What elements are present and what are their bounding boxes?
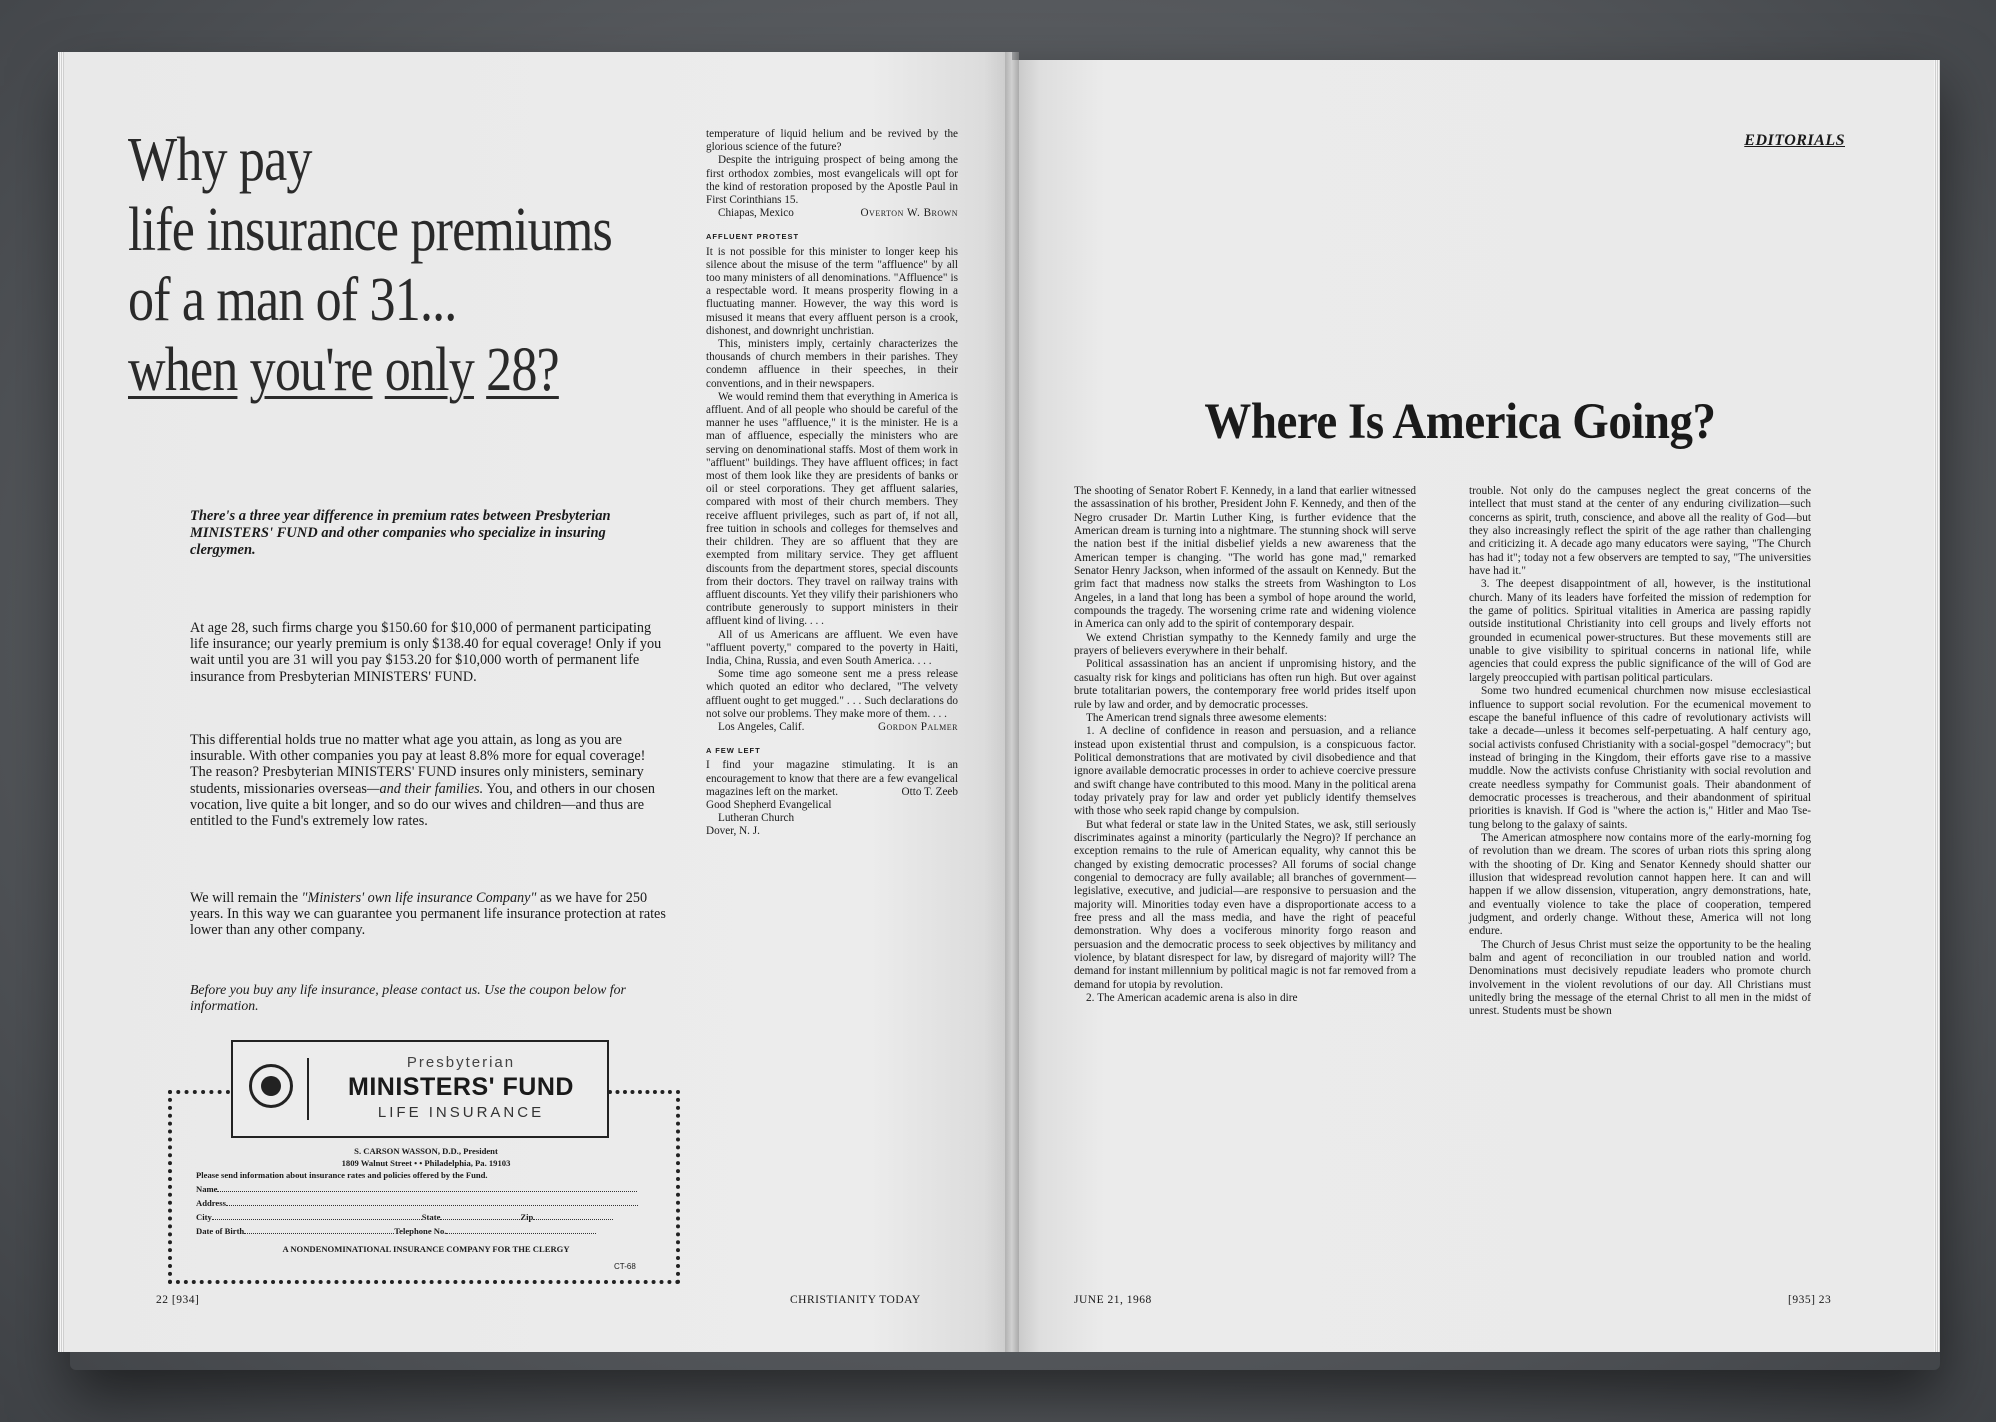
- letters-column: [706, 128, 958, 839]
- editorial-column-2: [1469, 485, 1811, 1019]
- editorial-paragraph: 2. The American academic arena is also in dire: [1086, 992, 1298, 1005]
- editorial-paragraph: Some two hundred ecumenical churchmen now misuse ecclesiastical influence to support social revolution. For the ecumenical movement to escape the baneful influence of this cadre of revolutionary activists will take a decade—unless it becomes self-perpetuating. A half century ago, social activists confused Christianity with a social-gospel "democracy"; but instead of bringing in the Kingdom, their efforts gave rise to a massive muddle. Now the activists confuse Christianity with social revolution and create needless sympathy for Communist goals. Their abandonment of democratic processes is treacherous, and their abandonment of spiritual priorities is knavish. If God is "where the action is," Hitler and Mao Tse-tung belong to the galaxy of saints.: [1469, 685, 1811, 831]
- letter-2-para-1: It is not possible for this minister to longer keep his silence about the misuse of the term "affluence" by all too many ministers of all denominations. "Affluence" is a respectable word. It means prosperity flowing in a fluctuating manner. However, the way this word is misused it means that every affluent person is a crook, dishonest, and downright unchristian.: [706, 245, 958, 337]
- letter-2-author: Gordon Palmer: [877, 720, 958, 733]
- editorial-paragraph: The American atmosphere now contains more of the early-morning fog of revolution than we dream. The scores of urban riots this spring along with the shooting of Dr. King and Senator Kennedy should shatter our illusion that widespread revolution cannot happen here. It can and will happen if we allow dissension, vituperation, angry demonstrations, hate, and eventually violence to take the place of cooperation, tempered judgment, and orderly change. Without these, America will not long endure.: [1469, 831, 1811, 938]
- ad-contact-note: Before you buy any life insurance, please contact us. Use the coupon below for information.: [190, 982, 626, 1013]
- coupon-name-label: Name: [196, 1184, 218, 1194]
- logo-divider: [307, 1058, 309, 1120]
- editorial-paragraph: The American trend signals three awesome elements:: [1086, 711, 1327, 724]
- coupon-city-label: City: [196, 1212, 212, 1222]
- letter-3-text: I find your magazine stimulating. It is an encouragement to know that there are a few evangelical magazines left on the market.: [706, 759, 958, 798]
- ad-paragraph-3: [190, 890, 670, 939]
- magazine-spine: [1005, 52, 1019, 1352]
- coupon-code: CT-68: [614, 1262, 636, 1271]
- ad-paragraph-3-text-c: as we have for 250 years. In this way we can guarantee you permanent life insurance protection at rates lower than any other company.: [190, 890, 666, 939]
- ad-paragraph-1: At age 28, such firms charge you $150.60 for $10,000 of permanent participating life insurance; our yearly premium is only $138.40 for equal coverage! Only if you wait until you are 31 will you pay $153.20 for $10,000 worth of permanent life insurance from Presbyterian MINISTERS' FUND.: [190, 620, 662, 685]
- coupon-name-field[interactable]: [196, 1184, 656, 1195]
- coupon-address-field[interactable]: [196, 1198, 656, 1209]
- ad-headline-word-only: only: [384, 336, 474, 404]
- coupon-city-row[interactable]: [196, 1212, 656, 1223]
- logo-line-1: Presbyterian: [406, 1054, 516, 1071]
- letter-2-para-2: This, ministers imply, certainly characterizes the thousands of church members in their parishes. They condemn affluence in their speeches, in their conventions, and in their newspapers.: [706, 338, 958, 390]
- ad-headline: [128, 125, 612, 405]
- letter-2-signature: [706, 721, 958, 734]
- letter-3-sig-line-1: Good Shepherd Evangelical: [706, 798, 832, 811]
- ad-headline-line-4: [128, 335, 598, 405]
- editorial-paragraph: But what federal or state law in the United States, we ask, still seriously discriminates against a minority (particularly the Negro)? If perchance an exception remains to the rule of American equality, why cannot this be changed by existing democratic processes? All forums of social change congenial to democracy are fully available; all branches of government—legislative, executive, and judicial—are responsive to persuasion and the majority will. Minorities today even have a disproportionate access to a free press and all the mass media, and have the right of peaceful demonstration. Why does a vociferous minority forgo reason and persuasion and the democratic process to seek objectives by militancy and violence, by blatant disrespect for law, by disregard of majority will? The demand for instant millennium by political magic is not far removed from a demand for utopia by revolution.: [1074, 818, 1416, 991]
- coupon-request: Please send information about insurance rates and policies offered by the Fund.: [196, 1170, 488, 1180]
- editorial-paragraph: 3. The deepest disappointment of all, however, is the institutional church. Many of its leaders have forfeited the mission of redemption for the game of politics. Spiritual vitalities in America are passing rapidly outside institutional Christianity into cell groups and lively efforts not grounded in ecumenical power-structures. But these movements still are unable to give visibility to spiritual concerns in national life, while agencies that could express the public significance of the will of God are largely preoccupied with partisan political particulars.: [1469, 578, 1811, 684]
- coupon-phone-label: Telephone No.: [394, 1226, 447, 1236]
- letter-1-signature: [706, 207, 958, 220]
- ad-paragraph-2-text-a: This differential holds true no matter what age you attain, as long as you are insurable. With other companies you pay at least 8.8% more for equal coverage! The reason? Presbyterian MINISTERS' FUND insures only ministers, seminary students, missionaries overseas: [190, 732, 646, 797]
- coupon-address: 1809 Walnut Street • • Philadelphia, Pa. 19103: [341, 1158, 511, 1168]
- letter-1-author: Overton W. Brown: [860, 207, 958, 220]
- coupon-dob-label: Date of Birth: [196, 1226, 245, 1236]
- issue-date: JUNE 21, 1968: [1074, 1294, 1152, 1306]
- editorial-paragraph: The Church of Jesus Christ must seize the opportunity to be the healing balm and agent of reconciliation in our troubled nation and world. Denominations must decisively repudiate leaders who promote church involvement in the violent revolutions of our day. All Christians must unitedly bring the message of the eternal Christ to all men in the midst of unrest. Students must be shown: [1469, 938, 1811, 1018]
- ad-headline-word-when: when: [128, 336, 238, 404]
- ad-paragraph-2-emphasis: —and their families.: [366, 780, 484, 797]
- left-page-number: 22 [934]: [156, 1294, 200, 1306]
- ad-headline-word-youre: you're: [249, 336, 373, 404]
- letter-1-para-2: Despite the intriguing prospect of being among the first orthodox zombies, most evangelicals will opt for the kind of restoration proposed by the Apostle Paul in First Corinthians 15.: [706, 154, 958, 207]
- editorial-column-1: [1074, 485, 1416, 1005]
- ad-headline-line-3: of a man of 31...: [128, 266, 457, 334]
- right-page-number: [935] 23: [1788, 1294, 1832, 1306]
- editorial-paragraph: Political assassination has an ancient if unpromising history, and the casualty risk for kings and politicians has often run high. But over against brute totalitarian powers, the contemporary free world prides itself upon rule by law and order, and by democratic processes.: [1074, 658, 1416, 711]
- letter-1-place: Chiapas, Mexico: [718, 207, 794, 220]
- editorial-paragraph: 1. A decline of confidence in reason and persuasion, and a reliance instead upon existential thrust and compulsion, is a conspicuous factor. Political demonstrations that are motivated by civil disobedience and that ignore available democratic processes in order to achieve coercive pressure and swift change have contributed to this mood. Many in the political arena today privately pray for law and order yet publicly identify themselves with those who seek rapid change by compulsion.: [1074, 725, 1416, 818]
- ministers-fund-logo: [231, 1040, 609, 1138]
- letter-2-place: Los Angeles, Calif.: [718, 720, 805, 733]
- coupon-president: S. CARSON WASSON, D.D., President: [354, 1146, 498, 1156]
- logo-line-3: LIFE INSURANCE: [377, 1104, 545, 1121]
- ad-headline-line-2: life insurance premiums: [128, 196, 612, 264]
- editorial-title: Where Is America Going?: [1204, 394, 1716, 450]
- ad-headline-word-28: 28?: [486, 336, 559, 404]
- ad-subhead: There's a three year difference in premium rates between Presbyterian MINISTERS' FUND and other companies who specialize in insuring clergymen.: [190, 508, 611, 558]
- letter-3-heading: A FEW LEFT: [706, 746, 761, 756]
- letter-2-heading: AFFLUENT PROTEST: [706, 232, 800, 242]
- ad-paragraph-2: [190, 732, 670, 829]
- seal-icon: [249, 1064, 293, 1108]
- editorial-paragraph: We extend Christian sympathy to the Kennedy family and urge the prayers of believers everywhere in their behalf.: [1074, 631, 1416, 658]
- coupon-address-label: Address: [196, 1198, 226, 1208]
- editorial-paragraph: trouble. Not only do the campuses neglect the great concerns of the intellect that must stand at the center of any enduring civilization—such concerns as spirit, truth, conscience, and above all the reality of God—but they also increasingly reflect the spirit of the age rather than challenging and criticizing it. A decade ago many educators were saying, "The Church has had it"; today not a few observers are tempted to say, "The universities have had it.": [1469, 485, 1811, 578]
- ad-paragraph-2-text-c: You, and others in our chosen vocation, live quite a bit longer, and so do our wives and children—and thus are entitled to the Fund's extremely low rates.: [190, 780, 656, 830]
- ad-paragraph-3-emphasis: "Ministers' own life insurance Company": [301, 890, 537, 906]
- ad-paragraph-3-text-a: We will remain the: [190, 890, 302, 906]
- coupon-footer: A NONDENOMINATIONAL INSURANCE COMPANY FOR THE CLERGY: [282, 1244, 570, 1254]
- section-label: EDITORIALS: [1744, 132, 1845, 149]
- letter-3-author: Otto T. Zeeb: [901, 785, 958, 798]
- letter-1-para-1: temperature of liquid helium and be revived by the glorious science of the future?: [706, 128, 958, 154]
- letter-2-para-5: Some time ago someone sent me a press release which quoted an editor who declared, "The velvety affluent ought to get mugged." . . . Such declarations do not solve our problems. They make more of them. . . .: [706, 668, 958, 720]
- coupon-zip-label: Zip: [520, 1212, 534, 1222]
- left-page-edge: [58, 52, 64, 1352]
- letter-3-sig-line-2: Lutheran Church: [718, 812, 795, 825]
- coupon-state-label: State: [421, 1212, 441, 1222]
- coupon-dob-row[interactable]: [196, 1226, 656, 1237]
- right-page-edge: [1934, 60, 1940, 1352]
- editorial-paragraph: The shooting of Senator Robert F. Kennedy, in a land that earlier witnessed the assassination of his brother, President John F. Kennedy, and then of the Negro crusader Dr. Martin Luther King, is further evidence that the American dream is turning into a nightmare. The stunning shock will serve the nation best if the initial disbelief yields a new awareness that the American temper is changing. "The world has gone mad," remarked Senator Henry Jackson, when informed of the assault on Kennedy. But the grim fact that madness now stalks the streets from Washington to Los Angeles, in a land that long has been a symbol of hope around the world, compounds the tragedy. The worsening crime rate and widening violence in America can only add to the spirit of contemporary despair.: [1074, 485, 1416, 631]
- letter-2-para-3: We would remind them that everything in America is affluent. And of all people who should be careful of the manner he uses "affluence," it is the minister. He is a man of affluence, especially the ministers who are serving on denominational staffs. Most of them work in "affluent" buildings. They have affluent offices; in fact most of them look like they are presidents of banks or oil or steel corporations. They get affluent salaries, compared with most of their church members. They receive affluent privileges, such as part of, if not all, free tuition in schools and colleges for themselves and their children. They are so affluent that they are exempted from military service. They get affluent discounts from the department stores, special discounts from their doctors. They travel on railway trains with affluent discounts. Yet they vilify their parishioners who contribute generously to support ministers in their affluent kind of living. . . .: [706, 390, 958, 628]
- letter-2-para-4: All of us Americans are affluent. We even have "affluent poverty," compared to the poverty in Haiti, India, China, Russia, and even South America. . . .: [706, 628, 958, 667]
- logo-line-2: MINISTERS' FUND: [348, 1073, 574, 1101]
- letter-3-para-1: [706, 759, 958, 799]
- magazine-name: CHRISTIANITY TODAY: [790, 1294, 921, 1306]
- ad-headline-line-1: Why pay: [128, 126, 312, 194]
- letter-3-sig-line-3: Dover, N. J.: [706, 825, 760, 838]
